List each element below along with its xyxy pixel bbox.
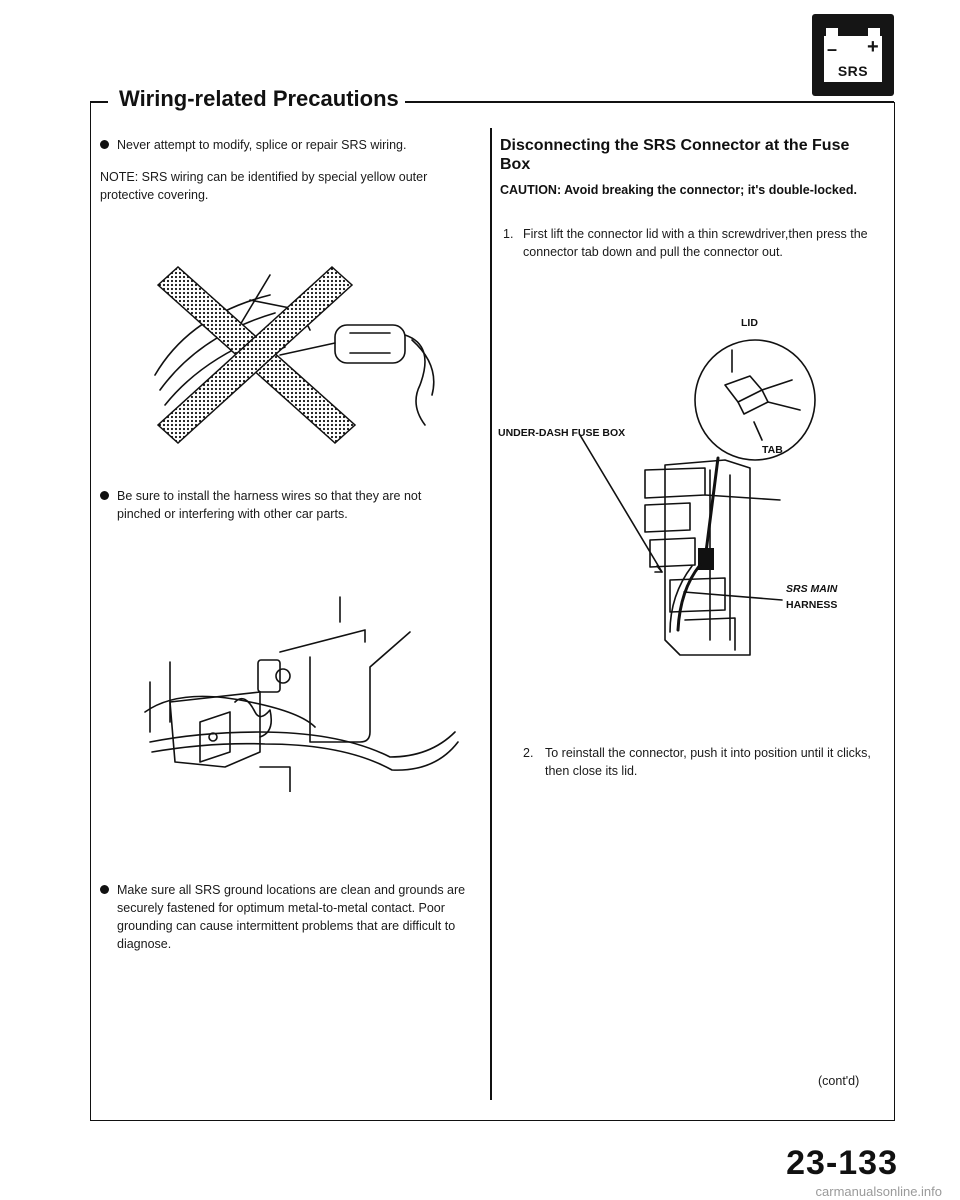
bullet-no-modify: Never attempt to modify, splice or repair SRS wiring. (117, 136, 467, 154)
caution-double-locked: CAUTION: Avoid breaking the connector; it's double-locked. (500, 183, 857, 197)
watermark: carmanualsonline.info (815, 1184, 942, 1199)
step-1-text: First lift the connector lid with a thin screwdriver,then press the connector tab down and pull the connector out. (523, 227, 868, 259)
note-yellow-covering: NOTE: SRS wiring can be identified by special yellow outer protective covering. (100, 170, 428, 202)
label-under-dash-fuse-box: UNDER-DASH FUSE BOX (498, 427, 626, 439)
fuse-box-connector-diagram (500, 310, 880, 680)
bullet-ground-locations: Make sure all SRS ground locations are clean and grounds are securely fastened for optimum metal-to-metal contact. Poor grounding can cause intermittent problems that are difficult to diagnose. (117, 883, 466, 951)
column-divider (490, 128, 492, 1100)
step-2-number: 2. (523, 746, 534, 760)
label-srs-main: SRS MAIN (786, 583, 838, 595)
title-rule-left (90, 101, 108, 103)
battery-plus-sign: + (867, 36, 879, 58)
label-lid: LID (741, 317, 758, 329)
do-not-splice-illustration (150, 255, 460, 445)
page-number: 23-133 (786, 1144, 898, 1182)
bullet-harness-not-pinched: Be sure to install the harness wires so that they are not pinched or interfering with other car parts. (117, 487, 467, 523)
battery-minus-sign: – (827, 39, 838, 59)
disconnect-heading: Disconnecting the SRS Connector at the Fuse Box (500, 137, 850, 173)
ground-connection-illustration (140, 592, 460, 792)
section-title: Wiring-related Precautions (113, 88, 405, 110)
step-2-text: To reinstall the connector, push it into position until it clicks, then close its lid. (545, 746, 871, 778)
srs-badge-icon (812, 14, 894, 96)
srs-badge-label: SRS (837, 63, 869, 79)
continued-marker: (cont'd) (818, 1074, 860, 1088)
title-rule-right (385, 101, 894, 103)
label-tab: TAB (762, 444, 783, 456)
label-harness: HARNESS (786, 599, 838, 611)
step-1-number: 1. (503, 227, 514, 241)
